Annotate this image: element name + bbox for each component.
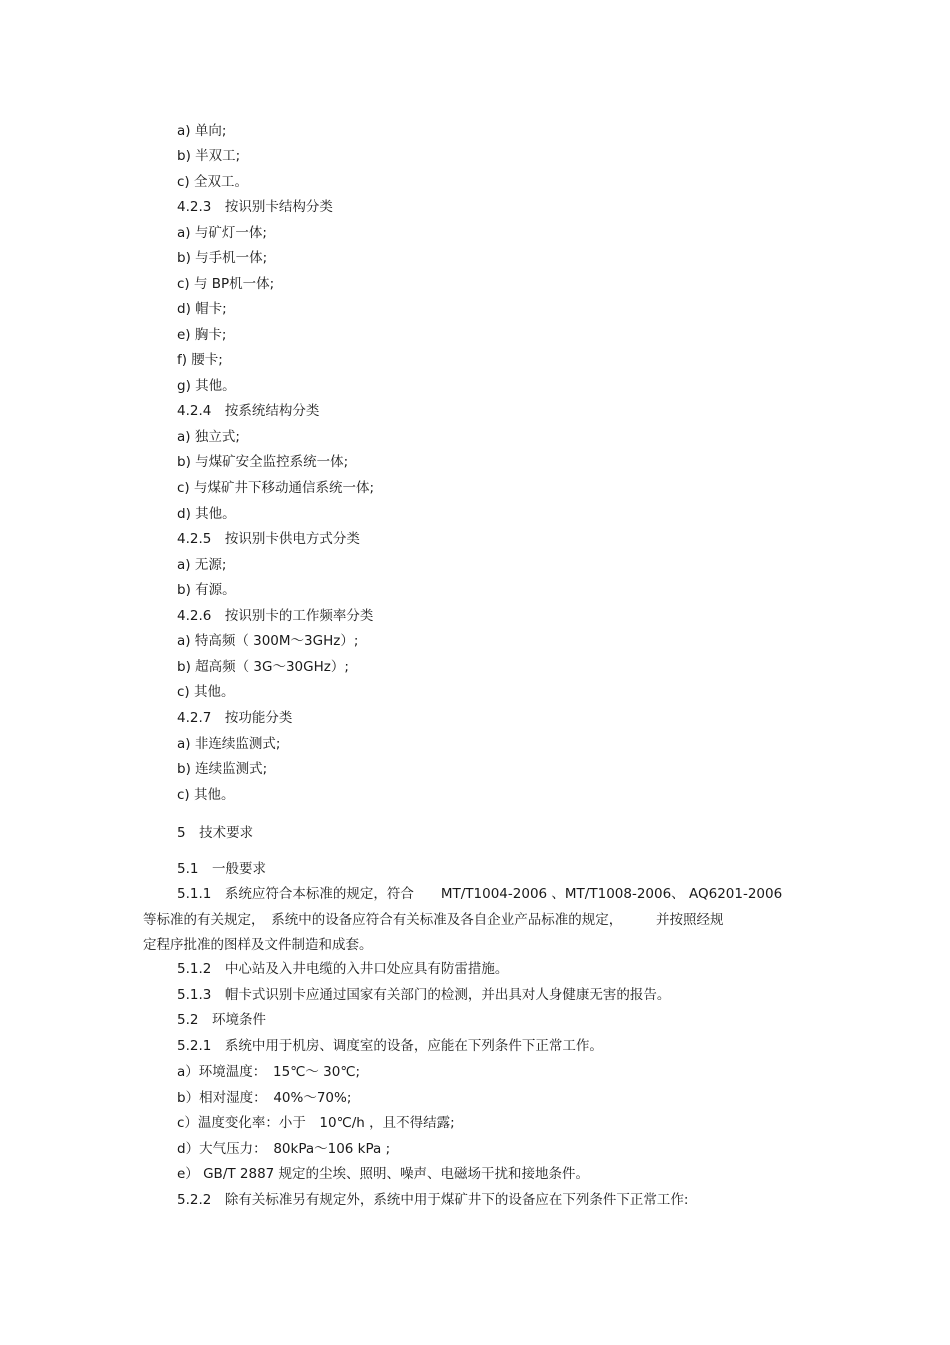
paragraph-line: 5.2.1 系统中用于机房、调度室的设备，应能在下列条件下正常工作。 [177, 1038, 603, 1054]
paragraph-line: 5.1.3 帽卡式识别卡应通过国家有关部门的检测，并出具对人身健康无害的报告。 [177, 987, 671, 1003]
section-heading: 4.2.3 按识别卡结构分类 [177, 199, 333, 215]
section-heading: 5.1 一般要求 [177, 861, 266, 877]
paragraph-line: 5.1.1 系统应符合本标准的规定，符合 MT/T1004-2006 、MT/T1008-2006、 AQ6201-2006 [177, 886, 783, 902]
text-line: f) 腰卡; [177, 352, 223, 368]
text-line: c) 与 BP机一体; [177, 276, 275, 292]
text-line: b) 与手机一体; [177, 250, 268, 266]
text-line: c) 与煤矿井下移动通信系统一体; [177, 480, 375, 496]
text-line: d) 帽卡; [177, 301, 227, 317]
section-heading: 4.2.4 按系统结构分类 [177, 403, 320, 419]
paragraph-line: 定程序批准的图样及文件制造和成套。 [143, 937, 373, 953]
text-line: c) 其他。 [177, 787, 235, 803]
section-heading: 4.2.6 按识别卡的工作频率分类 [177, 608, 374, 624]
paragraph-line: 5.1.2 中心站及入井电缆的入井口处应具有防雷措施。 [177, 961, 509, 977]
text-line: e） GB/T 2887 规定的尘埃、照明、噪声、电磁场干扰和接地条件。 [177, 1166, 590, 1182]
text-line: a) 特高频（ 300M～3GHz）; [177, 633, 359, 649]
text-line: a) 非连续监测式; [177, 736, 281, 752]
text-line: d) 其他。 [177, 506, 236, 522]
text-line: b) 半双工; [177, 148, 241, 164]
text-line: a）环境温度： 15℃～ 30℃; [177, 1064, 361, 1080]
text-line: a) 独立式; [177, 429, 240, 445]
text-line: b) 超高频（ 3G～30GHz）; [177, 659, 349, 675]
section-heading: 5.2 环境条件 [177, 1012, 266, 1028]
paragraph-line: 等标准的有关规定， 系统中的设备应符合有关标准及各自企业产品标准的规定， 并按照经规 [143, 912, 724, 928]
text-line: b）相对湿度： 40%～70%; [177, 1090, 352, 1106]
text-line: b) 连续监测式; [177, 761, 268, 777]
text-line: g) 其他。 [177, 378, 236, 394]
section-heading: 4.2.7 按功能分类 [177, 710, 293, 726]
text-line: a) 单向; [177, 123, 227, 139]
section-heading: 4.2.5 按识别卡供电方式分类 [177, 531, 360, 547]
text-line: b) 有源。 [177, 582, 236, 598]
chapter-heading: 5 技术要求 [177, 825, 254, 841]
text-line: c）温度变化率：小于 10℃/h ，且不得结露; [177, 1115, 455, 1131]
text-line: a) 无源; [177, 557, 227, 573]
text-line: a) 与矿灯一体; [177, 225, 267, 241]
paragraph-line: 5.2.2 除有关标准另有规定外，系统中用于煤矿井下的设备应在下列条件下正常工作: [177, 1192, 689, 1208]
text-line: c) 全双工。 [177, 174, 248, 190]
text-line: c) 其他。 [177, 684, 235, 700]
text-line: d）大气压力： 80kPa～106 kPa ; [177, 1141, 391, 1157]
text-line: b) 与煤矿安全监控系统一体; [177, 454, 349, 470]
text-line: e) 胸卡; [177, 327, 227, 343]
